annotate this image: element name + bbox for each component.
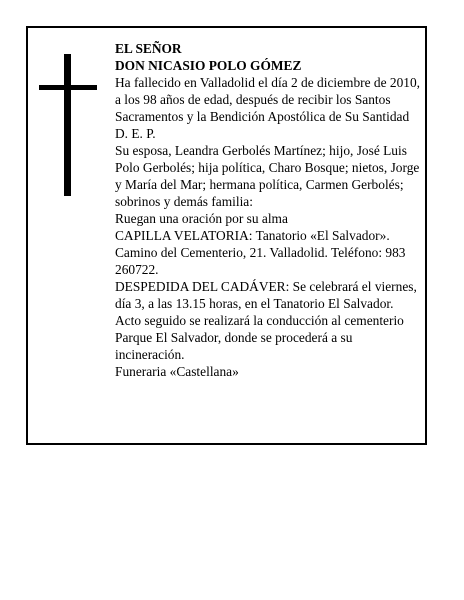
cross-horizontal-bar — [39, 85, 97, 90]
chapel-info: CAPILLA VELATORIA: Tanatorio «El Salvador». Camino del Cementerio, 21. Valladolid. Teléfono: 983 260722. — [115, 228, 406, 277]
death-announcement: Ha fallecido en Valladolid el día 2 de diciembre de 2010, a los 98 años de edad, después de recibir los Santos Sacramentos y la Bendición Apostólica de Su Santidad — [115, 75, 421, 124]
notice-text — [115, 40, 422, 380]
dep-line: D. E. P. — [115, 126, 156, 141]
funeral-home: Funeraria «Castellana» — [115, 364, 239, 379]
prayer-request: Ruegan una oración por su alma — [115, 211, 288, 226]
deceased-name: DON NICASIO POLO GÓMEZ — [115, 58, 302, 73]
farewell-info: DESPEDIDA DEL CADÁVER: Se celebrará el viernes, día 3, a las 13.15 horas, en el Tanatorio El Salvador. Acto seguido se realizará la conducción al cementerio Parque El Salvador, donde se procederá a su incineración. — [115, 279, 417, 362]
latin-cross-icon — [39, 54, 97, 196]
notice-title: EL SEÑOR — [115, 41, 182, 56]
family-list: Su esposa, Leandra Gerbolés Martínez; hijo, José Luis Polo Gerbolés; hija política, Charo Bosque; nietos, Jorge y María del Mar; hermana política, Carmen Gerbolés; sobrinos y demás familia: — [115, 143, 420, 209]
cross-vertical-bar — [64, 54, 71, 196]
